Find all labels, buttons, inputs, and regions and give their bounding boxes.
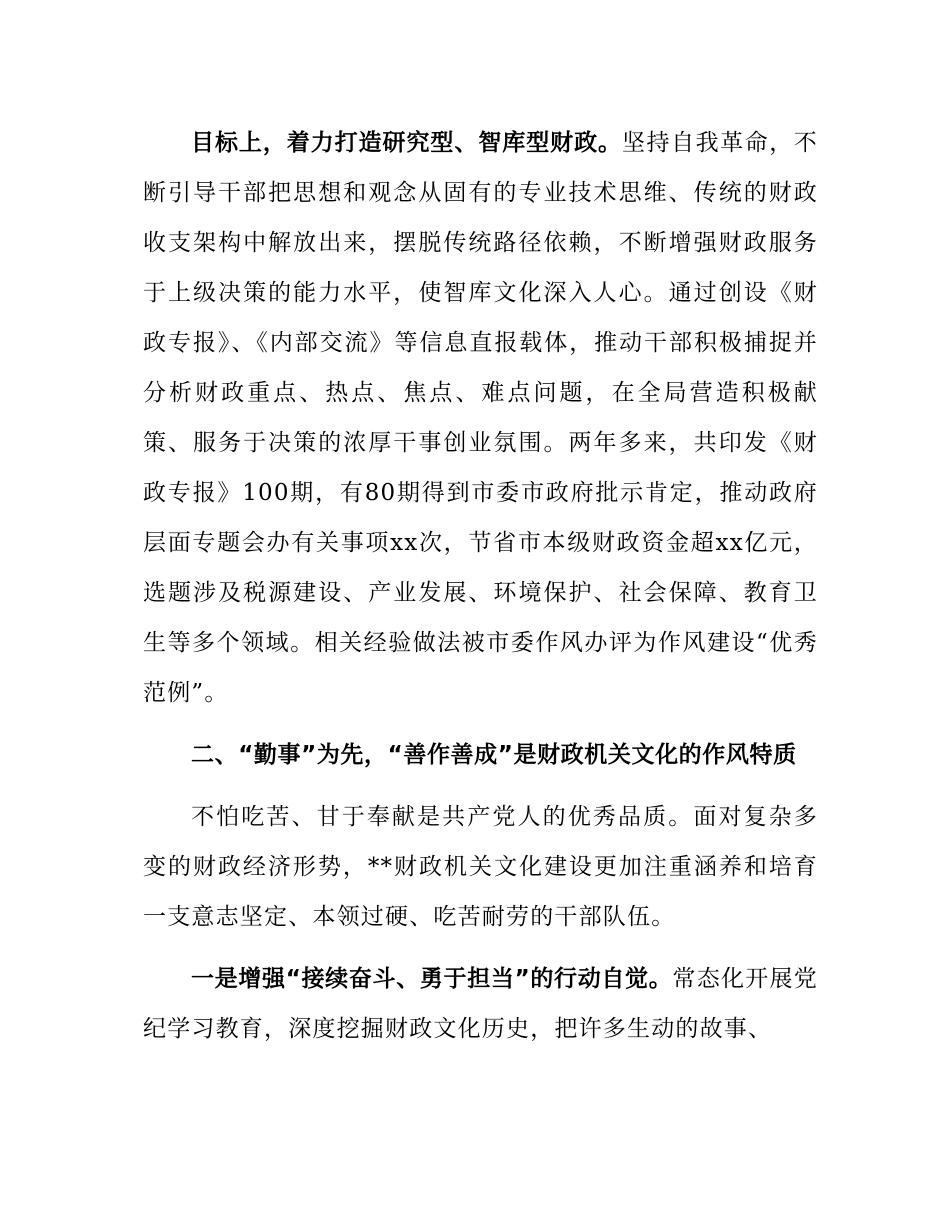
paragraph-spacer [143, 942, 818, 954]
paragraph-spacer [143, 780, 818, 792]
paragraph-spacer [143, 718, 818, 730]
document-body [143, 118, 818, 1054]
paragraph-text: 坚持自我革命，不断引导干部把思想和观念从固有的专业技术思维、传统的财政收支架构中解放出来，摆脱传统路径依赖，不断增强财政服务于上级决策的能力水平，使智库文化深入人心。通过创设《财政专报》、《内部交流》等信息直报载体，推动干部积极捕捉并分析财政重点、热点、焦点、难点问题，在全局营造积极献策、服务于决策的浓厚干事创业氛围。两年多来，共印发《财政专报》100期，有80期得到市委市政府批示肯定，推动政府层面专题会办有关事项xx次，节省市本级财政资金超xx亿元，选题涉及税源建设、产业发展、环境保护、社会保障、教育卫生等多个领域。相关经验做法被市委作风办评为作风建设“优秀范例”。 [143, 130, 818, 706]
paragraph-point-one [143, 954, 818, 1054]
paragraph-text: 常态化开展党纪学习教育，深度挖掘财政文化历史，把许多生动的故事、 [143, 966, 818, 1042]
paragraph-lead-bold: 一是增强“接续奋斗、勇于担当”的行动自觉。 [191, 966, 673, 992]
paragraph-lead-bold: 目标上，着力打造研究型、智库型财政。 [191, 130, 622, 156]
paragraph-goal [143, 118, 818, 718]
paragraph-intro: 不怕吃苦、甘于奉献是共产党人的优秀品质。面对复杂多变的财政经济形势，**财政机关文化建设更加注重涵养和培育一支意志坚定、本领过硬、吃苦耐劳的干部队伍。 [143, 804, 818, 930]
section-heading: 二、“勤事”为先，“善作善成”是财政机关文化的作风特质 [191, 742, 797, 768]
